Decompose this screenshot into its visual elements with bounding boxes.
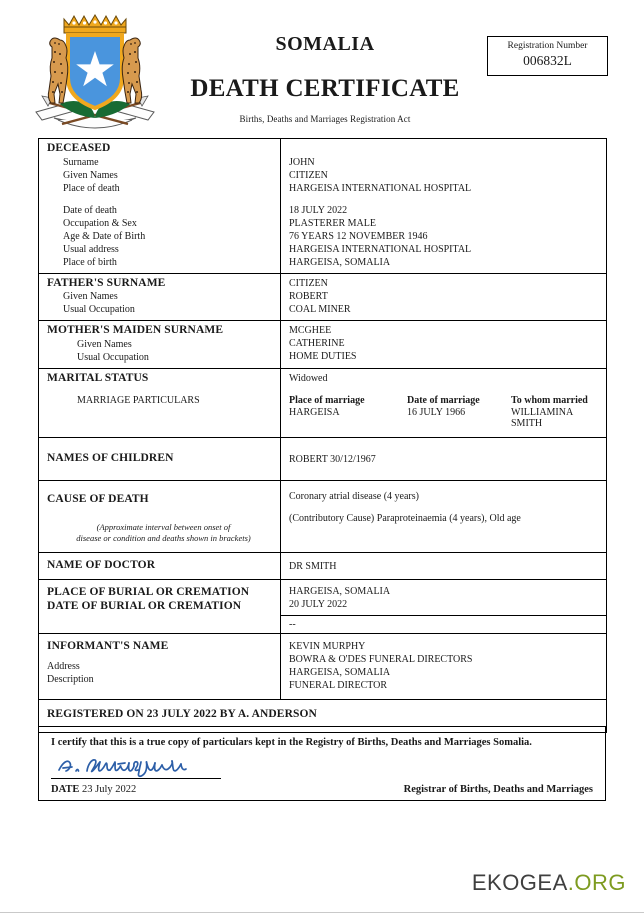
label-informant-description: Description <box>47 673 94 685</box>
table-row-cause-of-death <box>39 480 607 553</box>
label-place-of-birth: Place of birth <box>63 256 117 268</box>
value-informant-address: HARGEISA, SOMALIA <box>289 667 391 679</box>
marital-status-title: MARITAL STATUS <box>47 371 149 384</box>
value-date-of-marriage: 16 JULY 1966 <box>407 406 466 418</box>
table-row-burial <box>39 580 607 634</box>
label-father-given-names: Given Names <box>63 291 118 303</box>
table-row-marital-status <box>39 368 607 437</box>
header-to-whom-married: To whom married <box>511 394 588 406</box>
mother-values-cell <box>281 321 607 369</box>
label-given-names: Given Names <box>63 169 118 181</box>
date-value: 23 July 2022 <box>82 783 137 795</box>
registrar-title: Registrar of Births, Deaths and Marriages <box>403 783 593 795</box>
marital-labels-cell <box>39 368 281 437</box>
value-mother-occupation: HOME DUTIES <box>289 351 357 363</box>
cause-note-line-2: disease or condition and deaths shown in brackets) <box>76 533 251 544</box>
label-place-of-death: Place of death <box>63 182 120 194</box>
page-bottom-rule <box>0 912 644 913</box>
certificate-header <box>0 0 644 132</box>
father-title: FATHER'S SURNAME <box>47 276 166 289</box>
value-cause-line-2: (Contributory Cause) Paraproteinaemia (4 years), Old age <box>289 512 521 524</box>
table-row-father <box>39 273 607 321</box>
certification-statement: I certify that this is a true copy of particulars kept in the Registry of Births, Deaths and Marriages Somalia. <box>51 737 532 748</box>
cause-note-line-1: (Approximate interval between onset of <box>96 522 231 533</box>
doctor-label-cell <box>39 553 281 580</box>
table-row-doctor <box>39 553 607 580</box>
watermark-name: EKOGEA <box>471 870 568 895</box>
father-values-cell <box>281 273 607 321</box>
marriage-particulars-grid <box>289 394 606 429</box>
burial-place-title: PLACE OF BURIAL OR CREMATION <box>47 586 250 599</box>
label-usual-address: Usual address <box>63 243 119 255</box>
value-given-names: CITIZEN <box>289 169 328 181</box>
label-marriage-particulars: MARRIAGE PARTICULARS <box>77 395 200 407</box>
value-burial-place: HARGEISA, SOMALIA <box>289 586 391 598</box>
value-surname: JOHN <box>289 156 315 168</box>
value-burial-date: 20 JULY 2022 <box>289 599 348 611</box>
date-label: DATE <box>51 783 80 795</box>
deceased-labels-cell <box>39 139 281 274</box>
spacer <box>47 195 280 204</box>
certification-box <box>38 726 606 801</box>
table-row-deceased <box>39 139 607 274</box>
value-father-occupation: COAL MINER <box>289 303 351 315</box>
table-row-mother <box>39 321 607 369</box>
spacer <box>47 506 280 522</box>
doctor-value-cell <box>281 553 607 580</box>
children-title: NAMES OF CHILDREN <box>47 451 174 464</box>
informant-value-cell <box>281 634 607 700</box>
father-labels-cell <box>39 273 281 321</box>
cause-label-cell <box>39 480 281 553</box>
label-date-of-death: Date of death <box>63 204 117 216</box>
burial-label-cell <box>39 580 281 634</box>
certificate-table <box>38 138 607 733</box>
value-marital-status: Widowed <box>289 372 328 384</box>
title-block <box>170 34 480 124</box>
label-age-dob: Age & Date of Birth <box>63 230 146 242</box>
document-title: DEATH CERTIFICATE <box>190 75 460 102</box>
value-place-of-marriage: HARGEISA <box>289 406 340 418</box>
marriage-value-row <box>289 407 606 429</box>
value-doctor: DR SMITH <box>289 561 337 573</box>
registered-text: REGISTERED ON 23 JULY 2022 BY A. ANDERSON <box>47 708 317 721</box>
value-to-whom-married: WILLIAMINA SMITH <box>511 406 573 429</box>
informant-label-cell <box>39 634 281 700</box>
value-father-given-names: ROBERT <box>289 290 328 302</box>
children-value-cell <box>281 437 607 480</box>
cause-of-death-title: CAUSE OF DEATH <box>47 492 149 505</box>
registration-number-box <box>487 36 608 76</box>
value-father-surname: CITIZEN <box>289 277 328 289</box>
value-mother-given-names: CATHERINE <box>289 338 345 350</box>
label-father-occupation: Usual Occupation <box>63 304 135 316</box>
value-cause-line-1: Coronary atrial disease (4 years) <box>289 490 419 502</box>
mother-labels-cell <box>39 321 281 369</box>
value-place-of-birth: HARGEISA, SOMALIA <box>289 256 391 268</box>
deceased-values-cell <box>281 139 607 274</box>
value-informant-name: KEVIN MURPHY <box>289 641 366 653</box>
table-row-children <box>39 437 607 480</box>
marriage-header-row <box>289 394 606 407</box>
table-row-informant <box>39 634 607 700</box>
signature-area <box>51 754 593 778</box>
value-date-of-death: 18 JULY 2022 <box>289 204 348 216</box>
doctor-title: NAME OF DOCTOR <box>47 559 156 572</box>
watermark-tld: .ORG <box>567 870 626 895</box>
label-mother-given-names: Given Names <box>77 338 132 350</box>
country-title: SOMALIA <box>275 33 375 55</box>
spacer <box>47 385 280 394</box>
burial-value-cell <box>281 580 607 634</box>
children-label-cell <box>39 437 281 480</box>
label-surname: Surname <box>63 156 99 168</box>
signature-rule <box>51 778 221 779</box>
value-age-dob: 76 YEARS 12 NOVEMBER 1946 <box>289 230 428 242</box>
ekogea-watermark <box>472 872 626 894</box>
value-place-of-death: HARGEISA INTERNATIONAL HOSPITAL <box>289 182 472 194</box>
header-date-of-marriage: Date of marriage <box>407 394 480 406</box>
registration-number-value: 006832L <box>523 52 572 68</box>
value-usual-address: HARGEISA INTERNATIONAL HOSPITAL <box>289 243 472 255</box>
value-informant-organisation: BOWRA & O'DES FUNERAL DIRECTORS <box>289 654 473 666</box>
spacer <box>289 385 606 394</box>
value-mother-surname: MCGHEE <box>289 325 332 337</box>
mother-title: MOTHER'S MAIDEN SURNAME <box>47 324 224 337</box>
value-occupation-sex: PLASTERER MALE <box>289 217 376 229</box>
informant-title: INFORMANT'S NAME <box>47 640 169 653</box>
certification-footer <box>51 784 593 797</box>
cause-value-cell <box>281 480 607 553</box>
burial-date-title: DATE OF BURIAL OR CREMATION <box>47 599 242 612</box>
label-mother-occupation: Usual Occupation <box>77 351 149 363</box>
spacer <box>289 195 606 204</box>
somalia-coat-of-arms-emblem <box>24 6 166 130</box>
label-occupation-sex: Occupation & Sex <box>63 217 137 229</box>
deceased-title: DECEASED <box>47 142 111 154</box>
value-burial-extra: -- <box>289 619 296 631</box>
header-place-of-marriage: Place of marriage <box>289 394 365 406</box>
label-informant-address: Address <box>47 660 80 672</box>
value-children: ROBERT 30/12/1967 <box>289 453 376 465</box>
registration-number-label: Registration Number <box>507 41 588 51</box>
act-subtitle: Births, Deaths and Marriages Registration Act <box>239 114 411 124</box>
marital-values-cell <box>281 368 607 437</box>
value-informant-description: FUNERAL DIRECTOR <box>289 680 388 692</box>
signature-a-anderson-icon <box>55 754 230 778</box>
